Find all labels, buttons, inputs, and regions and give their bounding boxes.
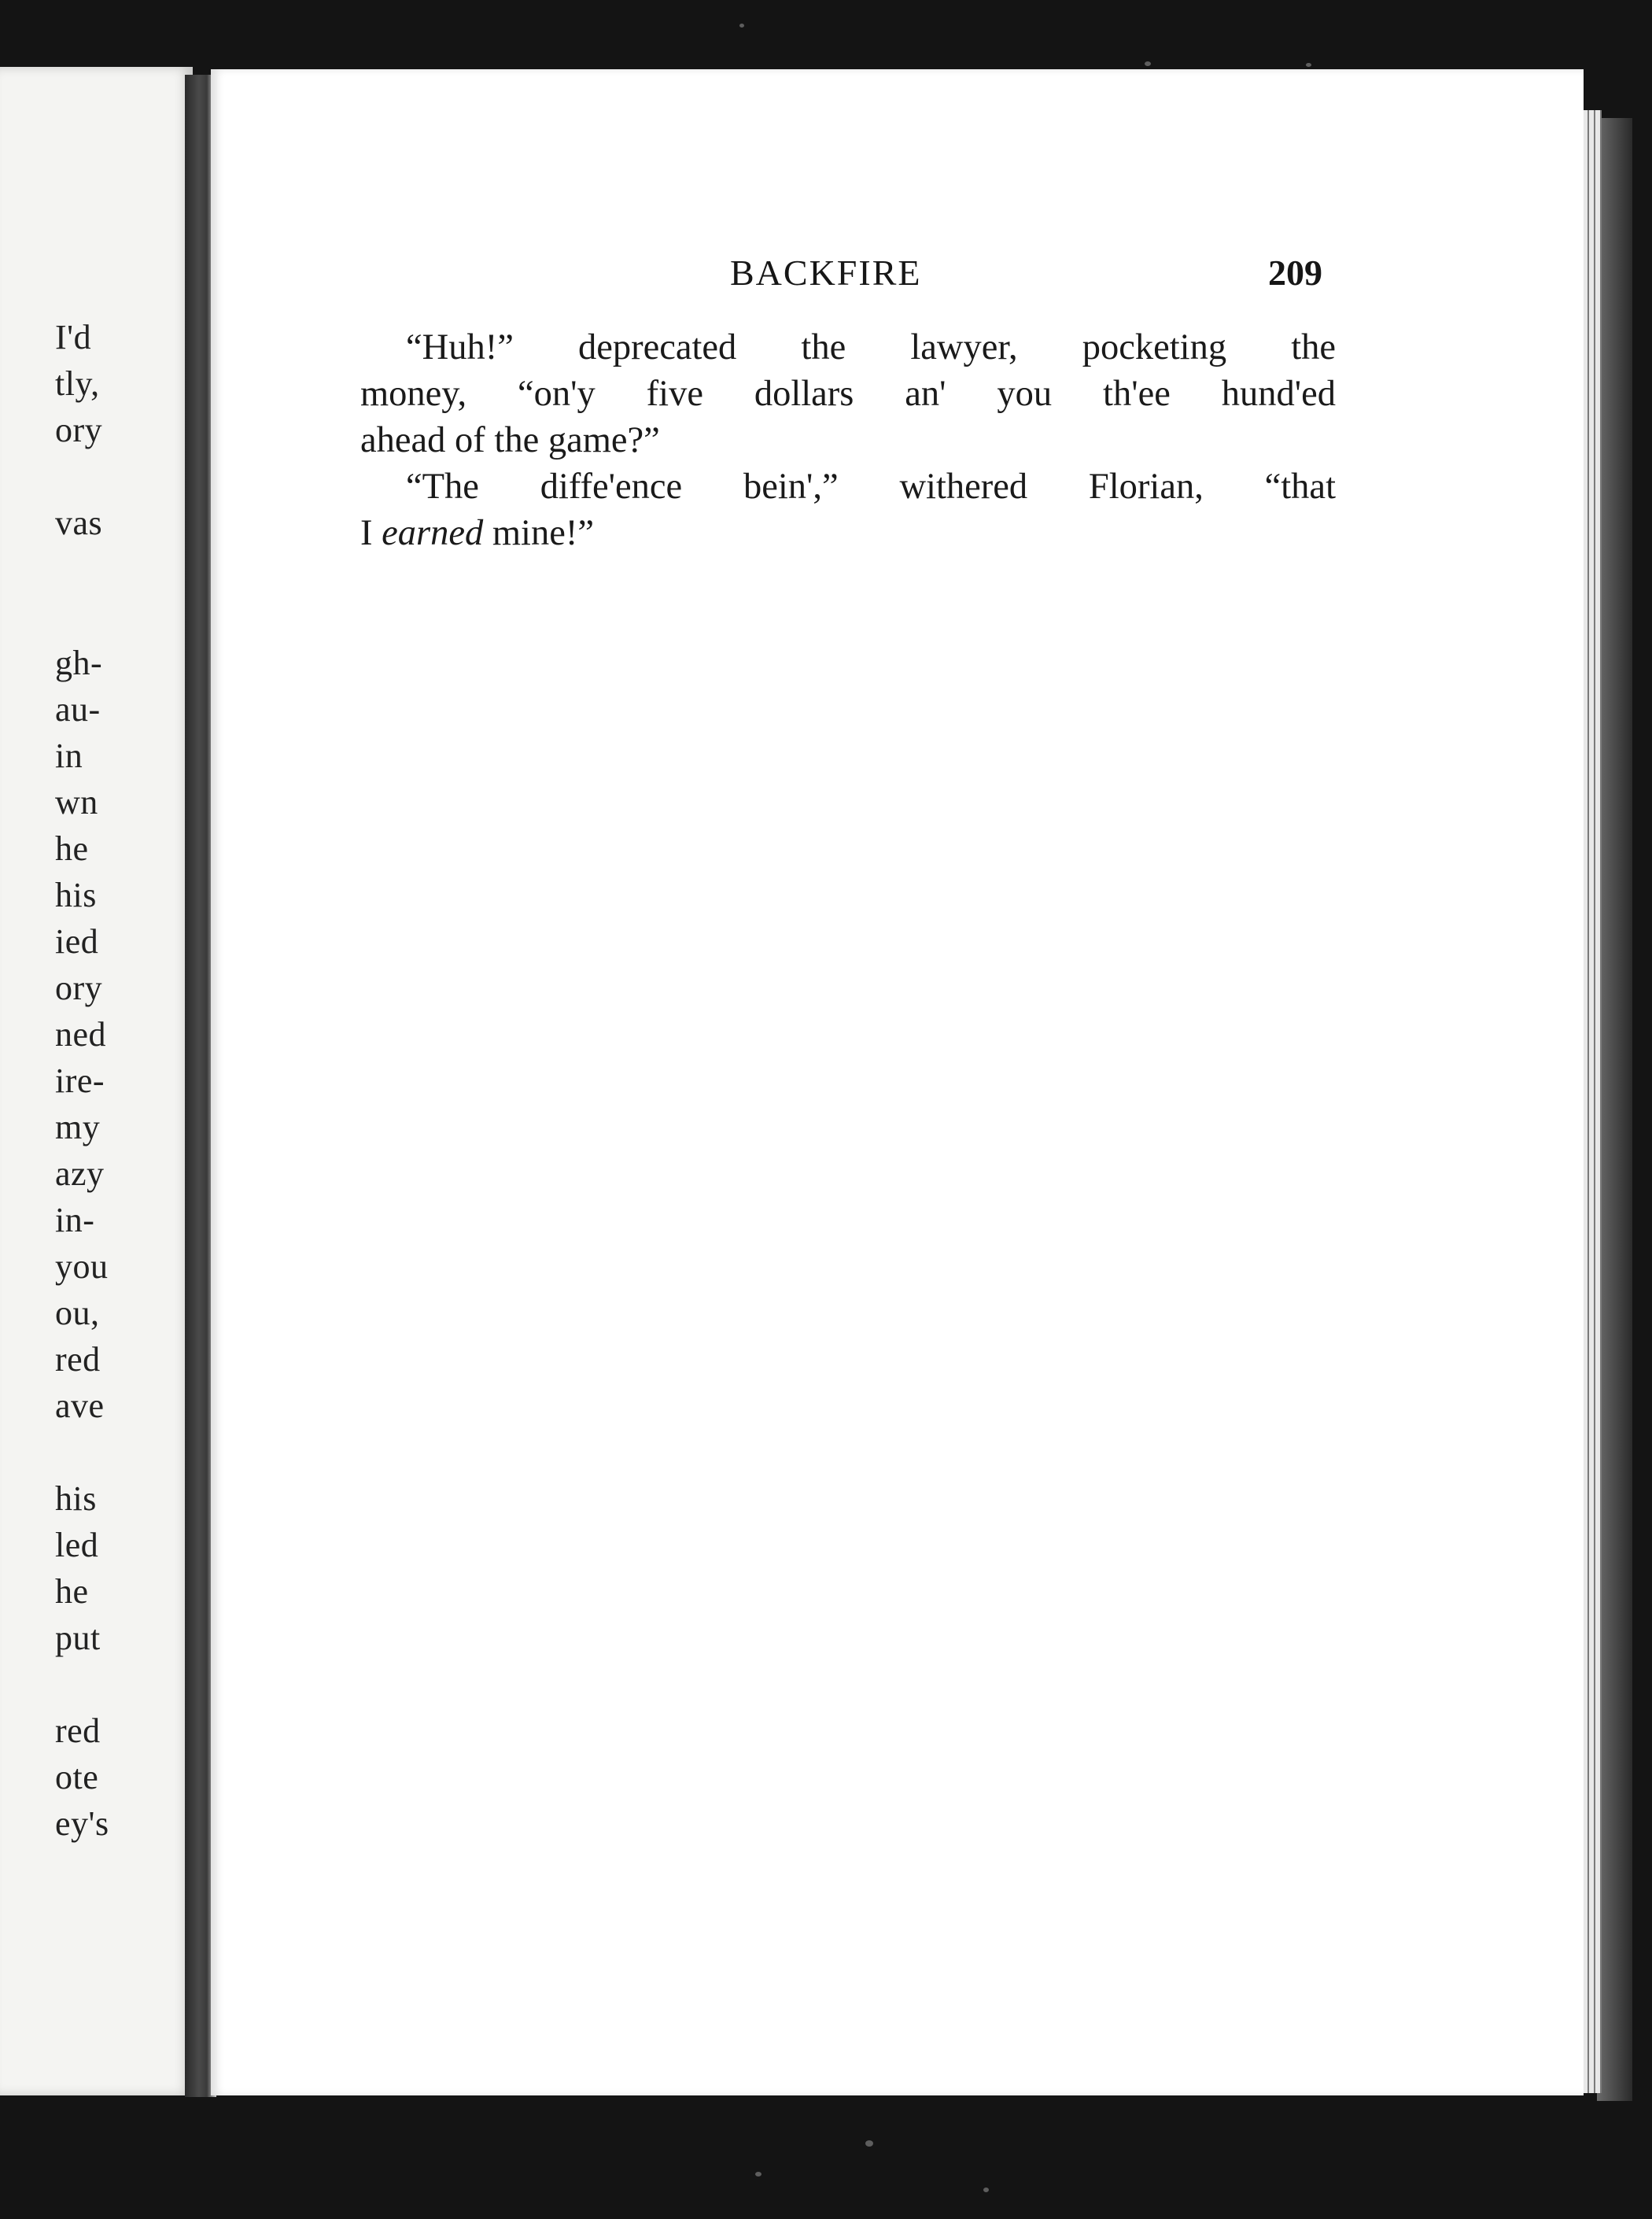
left-page-fragment: ire-: [55, 1062, 105, 1100]
scan-speck: [755, 2172, 761, 2177]
left-page-fragment: azy: [55, 1154, 105, 1193]
page-edge: [1589, 110, 1595, 2093]
left-page-fragment: ou,: [55, 1294, 100, 1332]
left-facing-page: [0, 67, 193, 2095]
scan-speck: [739, 24, 744, 28]
page-edge: [1583, 110, 1589, 2093]
left-page-fragment: red: [55, 1340, 101, 1379]
scan-speck: [1306, 63, 1311, 67]
left-page-fragment: led: [55, 1526, 99, 1564]
left-page-fragment: his: [55, 1479, 97, 1518]
left-page-fragment: put: [55, 1619, 101, 1657]
scan-speck: [1145, 61, 1151, 66]
text-line-prefix: I: [360, 513, 382, 553]
left-page-fragment: red: [55, 1711, 101, 1750]
left-page-fragment: ory: [55, 969, 103, 1007]
text-line: ahead of the game?”: [360, 420, 660, 460]
text-line-suffix: mine!”: [483, 513, 594, 553]
text-line: “The diffe'ence bein',” withered Florian, “that: [406, 467, 1336, 507]
left-page-fragment: vas: [55, 504, 103, 542]
book-cover-edge: [1597, 118, 1632, 2101]
scan-speck: [983, 2188, 989, 2192]
left-page-fragment: ned: [55, 1015, 107, 1054]
page-number: 209: [1268, 253, 1322, 293]
text-line: “Huh!” deprecated the lawyer, pocketing the: [406, 327, 1336, 367]
scan-speck: [865, 2140, 873, 2147]
left-page-fragment: he: [55, 829, 89, 868]
left-page-fragment: his: [55, 876, 97, 914]
page-edge: [1595, 110, 1602, 2093]
left-page-fragment: au-: [55, 690, 101, 729]
left-page-fragment: ave: [55, 1386, 105, 1425]
left-page-fragment: I'd: [55, 318, 92, 356]
left-page-fragment: ied: [55, 922, 99, 961]
left-page-fragment: in: [55, 737, 83, 775]
left-page-fragment: tly,: [55, 364, 100, 403]
left-page-fragment: in-: [55, 1201, 95, 1239]
left-page-fragment: my: [55, 1108, 101, 1146]
left-page-fragment: he: [55, 1572, 89, 1611]
running-head: BACKFIRE: [730, 253, 922, 293]
left-page-fragment: ory: [55, 411, 103, 449]
body-text: [360, 324, 1336, 556]
text-line: [360, 510, 1336, 556]
left-page-fragment: wn: [55, 783, 98, 822]
emphasized-word: earned: [382, 513, 484, 553]
left-page-fragment: ey's: [55, 1804, 109, 1843]
text-line: money, “on'y five dollars an' you th'ee hund'ed: [360, 374, 1336, 414]
left-page-fragment: ote: [55, 1758, 99, 1796]
left-page-fragment: you: [55, 1247, 109, 1286]
left-page-fragment: gh-: [55, 644, 103, 682]
